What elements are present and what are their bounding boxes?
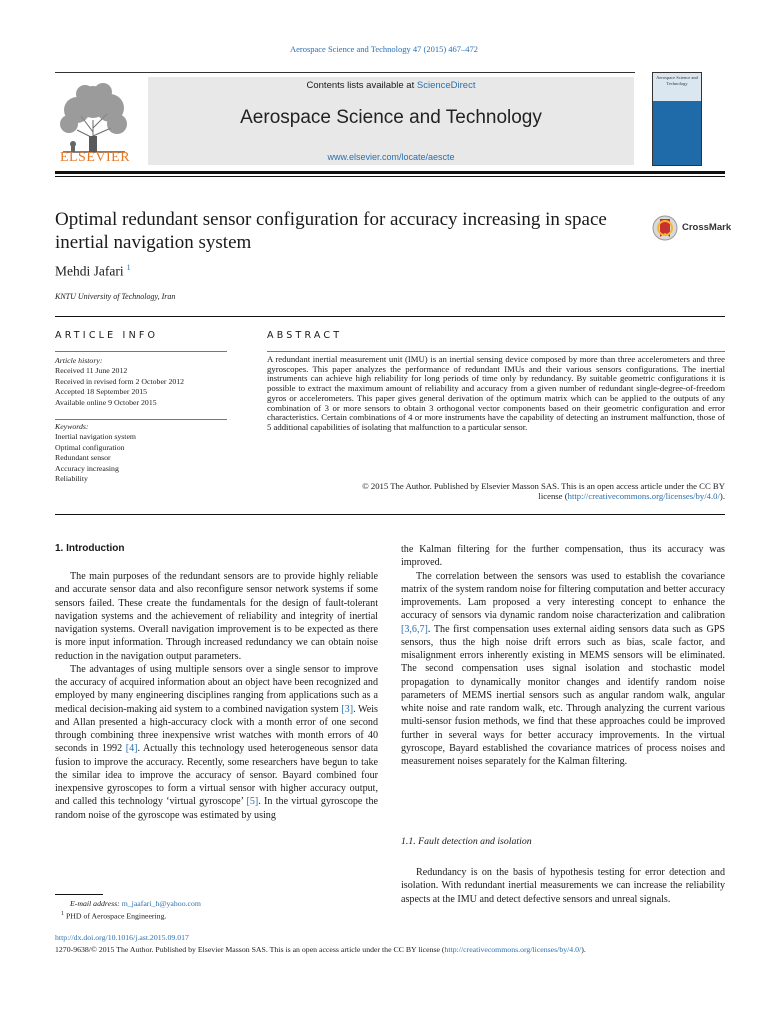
header-thick-rule [55,171,725,174]
paragraph [401,570,725,769]
footnote-text: PHD of Aerospace Engineering. [65,911,167,921]
crossmark-label: CrossMark [682,222,732,233]
keyword-item: Optimal configuration [55,442,125,452]
author-footnote-mark[interactable]: 1 [126,263,131,272]
info-rule [55,351,227,352]
footnotes [55,898,378,922]
paragraph: The main purposes of the redundant sensors are to provide highly reliable and accurate sensor data and also reconfigure sensor network systems if some sensors failed. These create the fundamentals for the design of fault-tolerant navigation systems and the achievement of reliability and integrity of inertial navigation systems. Overall navigation improvement is to be expected as there is more input information. Through increased redundancy we can obtain noise reduction in the navigation output parameters. [55,571,378,662]
abstract-heading: ABSTRACT [267,330,343,341]
email-label: E-mail address: [70,899,122,908]
keywords-label: Keywords: [55,422,89,431]
journal-url-link[interactable]: www.elsevier.com/locate/aescte [327,152,455,162]
keyword-item: Inertial navigation system [55,432,136,442]
doi-link[interactable]: http://dx.doi.org/10.1016/j.ast.2015.09.017 [55,933,189,942]
text-run: . In the virtual gyroscope the random noise of the gyroscope was estimated by using [55,796,378,821]
header-rule [55,72,635,73]
crossmark-button[interactable] [652,213,732,243]
copyright-license-line [267,491,725,501]
citation-link[interactable]: [5] [246,796,259,808]
text-run: The advantages of using multiple sensors over a single sensor to improve the accuracy of acquired information about an object have been recognized and employed by many engineering disciplines ranging from applications such as a medical decision-making aid system to a combined navigation system [55,663,378,715]
crossmark-icon [652,213,678,243]
citation-link[interactable]: [3] [341,703,354,715]
issn-line [55,945,725,954]
section-rule [55,514,725,515]
introduction-heading: 1. Introduction [55,543,125,554]
paragraph: Redundancy is on the basis of hypothesis testing for error detection and isolation. With redundant inertial measurements we can increase the reliability aspects at the IMU and detect defective sensors and unreal signals. [401,867,725,905]
left-column [55,570,378,822]
license-prefix: license ( [538,491,568,501]
journal-cover-thumbnail[interactable] [652,72,702,166]
author-name-text: Mehdi Jafari [55,263,124,279]
paragraph: the Kalman filtering for the further compensation, thus its accuracy was improved. [401,544,725,569]
paragraph [55,663,378,822]
elsevier-wordmark: ELSEVIER [59,150,131,165]
license-suffix: ). [719,491,725,501]
right-column-lower [401,866,725,906]
footnote-rule [55,894,103,895]
keyword-item: Accuracy increasing [55,463,119,473]
subsection-heading: 1.1. Fault detection and isolation [401,836,532,847]
abstract-copyright [267,481,725,501]
journal-title: Aerospace Science and Technology [240,107,542,128]
article-info-heading: ARTICLE INFO [55,330,159,341]
history-item: Received in revised form 2 October 2012 [55,376,185,386]
journal-reference[interactable]: Aerospace Science and Technology 47 (2015) 467–472 [289,44,479,54]
abstract-rule [267,351,725,352]
contents-line [148,80,634,91]
copyright-line: © 2015 The Author. Published by Elsevier Masson SAS. This is an open access article under the CC BY [362,481,725,491]
history-label: Article history: [55,356,103,365]
text-run: . Actually this technology used heterogeneous sensor data fusion to improve the accuracy. Recently, some researchers have begun to take the similar idea to improve the accuracy of sensor. Bayard combined four inexpensive gyroscopes to form a virtual sensor with higher accuracy output, and called this technology ‘virtual gyroscope’ [55,743,378,808]
sciencedirect-link[interactable]: ScienceDirect [416,80,476,91]
contents-prefix: Contents lists available at [306,80,417,91]
keyword-item: Redundant sensor [55,453,111,463]
author-affiliation: KNTU University of Technology, Iran [55,292,176,301]
info-rule [55,419,227,420]
history-item: Available online 9 October 2015 [55,397,157,407]
right-column [401,543,725,768]
article-history [55,356,230,408]
article-title: Optimal redundant sensor configuration for accuracy increasing in space inertial navigation system [55,209,607,253]
history-item: Accepted 18 September 2015 [55,387,148,397]
author-name[interactable] [55,263,131,280]
issn-suffix: ). [581,945,586,954]
text-run: The correlation between the sensors was used to establish the covariance matrix of the system random noise for filtering computation and better accuracy improvements. Lam proposed a very interesting concept to enhance the accuracy of sensors via dynamic random noise characterization and calibration [401,570,725,622]
text-run: . Weis and Allan presented a high-accuracy clock with a month error of one second through combining three inexpensive wrist watches with month errors of 40 seconds in 1992 [55,703,378,755]
citation-link[interactable]: [3,6,7] [401,623,428,635]
keywords [55,422,230,484]
abstract-text: A redundant inertial measurement unit (IMU) is an inertial sensing device composed by more than three accelerometers and three gyroscopes. This paper analyzes the performance of redundant IMUs and their various sensors configurations. The inertial instruments can achieve high reliability for long periods of time only by redundancy. By suitable geometric configurations it is possible to extract the maximum amount of reliability and accuracy from a given number of redundant single-degree-of-freedom gyros or accelerometers. This paper gives general derivation of the optimum matrix which can be applied to the outputs of any combination of 3 or more sensors to obtain 3 orthogonal vector components based on their geometric configuration and error characteristics. Certain combinations of 4 or more instruments have the capability of detecting an instrument malfunction, those of 5 additional capabilities of isolating that malfunction to a particular sensor. [267,354,725,432]
text-run: . The first compensation uses external aiding sensors data such as GPS sensors, thus the high noise drift errors such as bias, scale factor, and misalignment errors inherently existing in MEMS sensors will be eliminated. The second compensation uses signal isolation and stochastic model propagation to dynamically monitor changes and identify random noise parameters of MEMS inertial sensors such as angular random walk, angular white noise and rate random walk, etc. Through analyzing the current various multi-sensor fusion methods, we find that these approaches could be improved further in several ways for better accuracy improvements. In the virtual gyroscope, Bayard established the covariance matrices of process noises and measurement noises separately for the Kalman filtering. [401,623,725,767]
cc-license-link[interactable]: http://creativecommons.org/licenses/by/4.0/ [567,491,720,501]
issn-text: 1270-9638/© 2015 The Author. Published by Elsevier Masson SAS. This is an open access article under the CC BY license ( [55,945,445,954]
footnote-mark: 1 [61,911,64,917]
history-item: Received 11 June 2012 [55,366,128,376]
cover-title: Aerospace Science and Technology [653,73,701,101]
footnote-1 [55,909,378,922]
footer-license-link[interactable]: http://creativecommons.org/licenses/by/4.0/ [444,945,582,954]
section-rule [55,316,725,317]
citation-link[interactable]: [4] [125,743,138,755]
keyword-item: Reliability [55,474,88,484]
header-thin-rule [55,176,725,177]
email-link[interactable]: m_jaafari_h@yahoo.com [121,899,201,908]
footnote-email [55,898,378,909]
